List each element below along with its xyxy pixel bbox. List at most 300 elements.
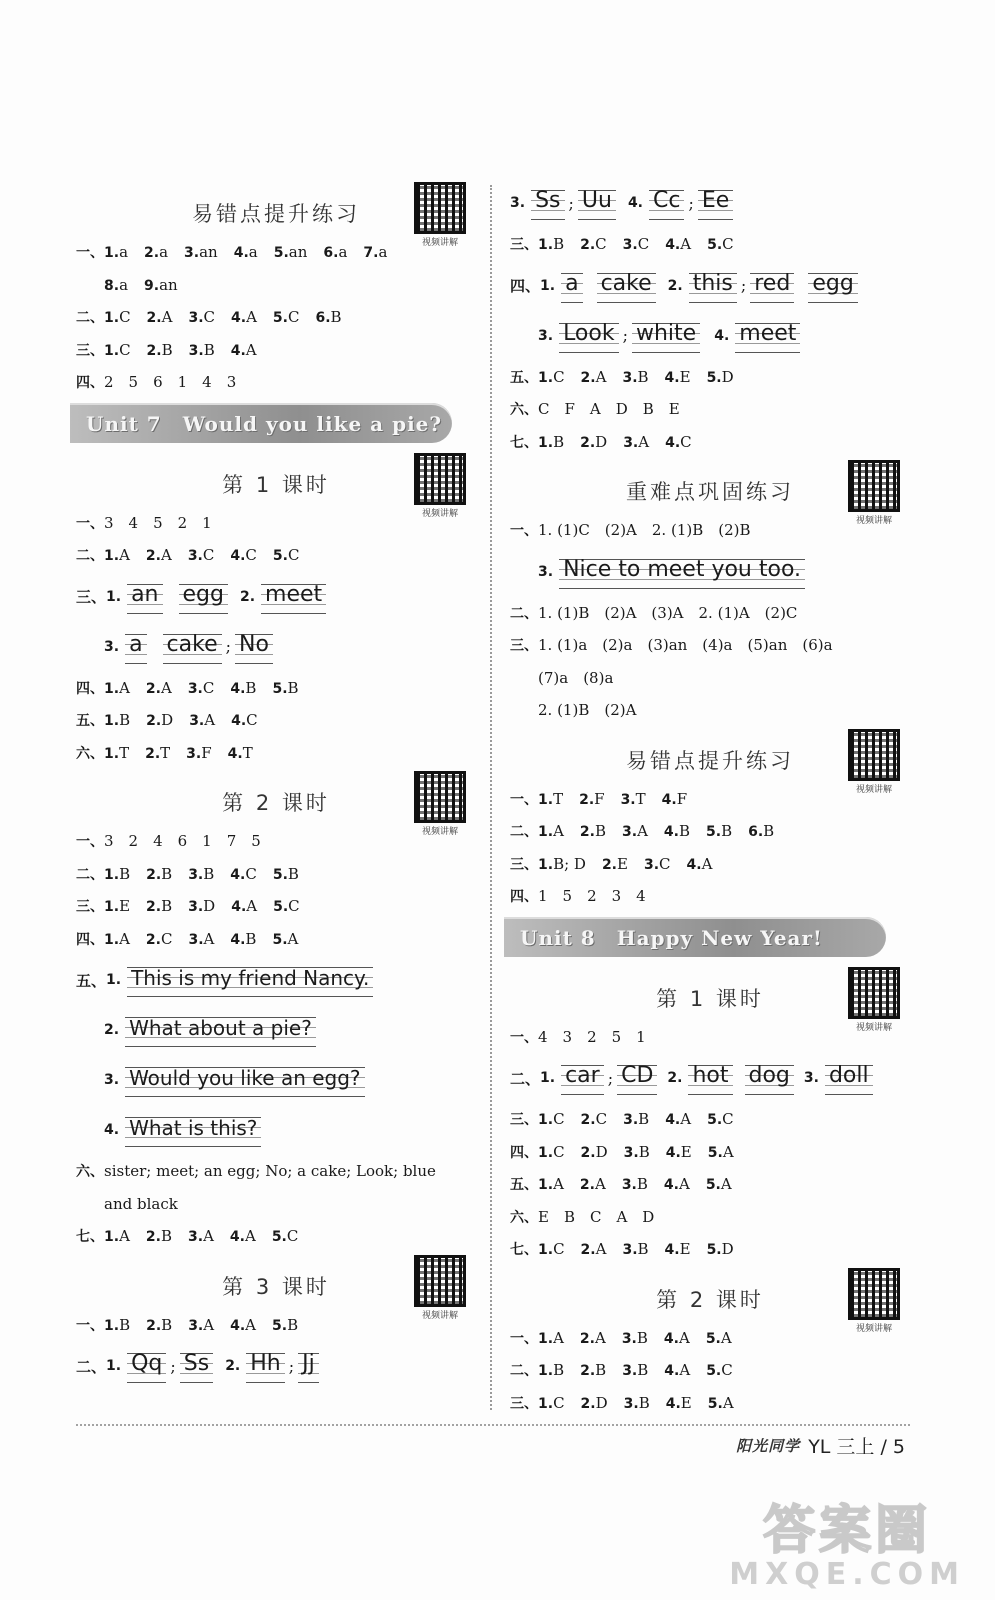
item-number: 3. — [803, 1070, 819, 1086]
item-number: 3. — [623, 434, 639, 451]
item-number: 1. — [104, 245, 120, 261]
qr-caption: 视频讲解 — [855, 784, 892, 795]
handwritten-answer: a — [125, 630, 146, 664]
item-number: 4. — [230, 548, 246, 564]
section-header — [510, 458, 910, 526]
item-number: 5. — [706, 369, 722, 386]
handwritten-answer: Ee — [698, 186, 733, 220]
answer-line — [510, 1201, 910, 1234]
question-header: 一、 — [510, 791, 538, 808]
answer-line — [510, 848, 910, 881]
item-number: 2. — [146, 342, 162, 359]
answer-value: T — [635, 789, 646, 808]
item-number: 2. — [667, 1070, 683, 1086]
answer-line — [510, 361, 910, 394]
item-number: 1. — [538, 237, 554, 253]
item-number: 3. — [621, 1177, 637, 1193]
qr-caption: 视频讲解 — [855, 516, 892, 526]
item-number: 7. — [363, 245, 379, 261]
answer-value: B — [287, 1315, 299, 1334]
answer-value: E — [617, 854, 628, 873]
qr-code[interactable] — [412, 771, 468, 837]
question-header: 一、 — [510, 1330, 538, 1347]
item-number: 5. — [271, 1229, 287, 1245]
qr-code[interactable] — [412, 453, 468, 519]
answer-line — [76, 858, 476, 891]
answer-line — [510, 815, 910, 848]
answer-list — [510, 361, 910, 459]
answer-value: C — [553, 1110, 565, 1128]
section-title: 第 2 课时 — [656, 1287, 764, 1312]
handwritten-answer: No — [235, 630, 273, 664]
item-number: 1. — [538, 824, 554, 840]
handwritten-answer: a — [561, 269, 582, 303]
answer-value: F — [594, 789, 605, 808]
handwritten-answer: Would you like an egg? — [125, 1063, 364, 1097]
item-number: 6. — [748, 824, 764, 840]
item-number: 4. — [686, 856, 702, 873]
item-number: 4. — [665, 1395, 681, 1412]
answer-value: B — [553, 235, 565, 253]
item-number: 1. — [104, 1317, 120, 1334]
answer-value: B — [595, 1361, 607, 1379]
item-number: 3. — [188, 866, 204, 883]
answer-value: A — [246, 308, 257, 326]
handwriting-line — [76, 572, 476, 622]
question-header: 三、 — [76, 899, 104, 915]
answer-line — [510, 1354, 910, 1387]
answer-value: C — [286, 1227, 299, 1245]
answer-value: C — [203, 308, 215, 326]
answer-line — [76, 269, 476, 302]
item-number: 3. — [621, 1330, 637, 1347]
answer-list — [76, 672, 476, 770]
section-header — [76, 1253, 476, 1321]
answer-value: C — [287, 308, 300, 326]
answer-value: B — [245, 678, 257, 697]
item-number: 5. — [707, 1112, 723, 1128]
question-header: 六、 — [76, 1164, 104, 1180]
answer-value: B — [161, 897, 173, 915]
answer-list — [510, 228, 910, 261]
answer-value: E — [679, 1240, 691, 1258]
item-number: 2. — [146, 1317, 162, 1334]
item-number: 2. — [239, 588, 256, 605]
answer-value: A — [160, 546, 172, 564]
item-number: 1. — [538, 1112, 554, 1128]
item-number: 4. — [230, 931, 246, 948]
item-number: 2. — [145, 548, 161, 564]
qr-code[interactable] — [412, 182, 468, 248]
question-header: 七、 — [510, 434, 538, 451]
answer-line — [510, 1168, 910, 1201]
item-number: 1. — [106, 1358, 122, 1374]
item-number: 4. — [665, 1112, 681, 1128]
item-number: 2. — [579, 1330, 595, 1347]
item-number: 4. — [661, 791, 677, 808]
answer-value: C — [119, 308, 131, 326]
answer-value: a — [119, 243, 129, 261]
answer-value: A — [203, 1315, 215, 1334]
answer-value: B — [203, 340, 215, 359]
answer-line — [76, 334, 476, 367]
item-number: 4. — [233, 245, 249, 261]
answer-value: C — [288, 897, 300, 915]
answer-line — [76, 1155, 476, 1188]
answer-value: A — [119, 678, 130, 697]
item-number: 1. — [104, 899, 120, 915]
qr-code-icon — [848, 729, 900, 781]
item-number: 3. — [622, 1363, 638, 1379]
answer-value: B — [330, 308, 342, 326]
separator: ; — [607, 1068, 614, 1088]
answer-line — [510, 597, 910, 630]
item-number: 4. — [230, 680, 246, 697]
question-header: 一、 — [76, 1317, 104, 1334]
answer-value: B — [638, 1142, 650, 1161]
item-number: 4. — [229, 1229, 245, 1245]
item-number: 3. — [622, 1242, 638, 1258]
answer-line — [76, 890, 476, 923]
answer-value: C — [659, 854, 671, 873]
item-number: 2. — [579, 824, 595, 840]
item-number: 5. — [706, 1363, 722, 1379]
question-header: 二、 — [76, 310, 104, 326]
item-number: 1. — [104, 713, 120, 729]
answer-value: B — [638, 1393, 650, 1412]
handwriting-line — [76, 622, 476, 672]
answer-value: B — [636, 1175, 648, 1193]
answer-line — [76, 539, 476, 572]
item-number: 3. — [538, 563, 554, 580]
answer-list — [510, 1103, 910, 1266]
question-header: 二、 — [510, 824, 538, 840]
handwritten-answer: an — [127, 580, 162, 614]
qr-caption: 视频讲解 — [855, 1022, 892, 1033]
unit-banner — [504, 917, 886, 957]
answer-text: 1. (1)a (2)a (3)an (4)a (5)an (6)a — [538, 636, 833, 654]
item-number: 5. — [707, 1144, 723, 1161]
item-number: 4. — [663, 1330, 679, 1347]
question-header: 四、 — [510, 889, 538, 905]
handwritten-answer: cake — [597, 269, 656, 303]
sentence-answers — [76, 955, 476, 1155]
question-header: 七、 — [76, 1229, 104, 1245]
answer-value: A — [245, 340, 257, 359]
question-header: 二、 — [510, 605, 538, 622]
answer-line — [76, 301, 476, 334]
handwritten-answer: Ss — [531, 186, 564, 220]
unit-banner — [70, 403, 452, 443]
question-header: 六、 — [510, 402, 538, 418]
item-number: 1. — [104, 548, 120, 564]
question-header: 五、 — [510, 369, 538, 386]
right-column — [510, 178, 910, 1419]
item-number: 3. — [188, 931, 204, 948]
item-number: 4. — [665, 434, 681, 451]
answer-value: a — [119, 275, 129, 294]
answer-value: T — [160, 743, 171, 762]
item-number: 4. — [627, 195, 643, 211]
handwritten-answer: Ss — [180, 1349, 213, 1383]
item-number: 4. — [664, 1363, 680, 1379]
handwritten-answer: What is this? — [125, 1113, 261, 1147]
item-number: 3. — [184, 245, 200, 261]
answer-value: a — [159, 243, 169, 261]
question-header: 六、 — [76, 745, 104, 762]
item-number: 3. — [104, 638, 120, 655]
answer-text: 3 2 4 6 1 7 5 — [104, 832, 261, 850]
answer-value: C — [722, 235, 734, 253]
question-header: 二、 — [76, 866, 104, 883]
watermark — [729, 1488, 965, 1592]
answer-value: B — [119, 1315, 131, 1334]
handwritten-answer: hot — [688, 1061, 732, 1095]
item-number: 4. — [664, 369, 680, 386]
qr-code-icon — [848, 460, 900, 512]
item-number: 3. — [622, 237, 638, 253]
handwriting-line — [510, 311, 910, 361]
item-number: 2. — [580, 1395, 596, 1412]
item-number: 2. — [146, 310, 162, 326]
qr-caption: 视频讲解 — [421, 238, 458, 248]
answer-value: C — [246, 711, 258, 729]
item-number: 3. — [188, 310, 204, 326]
item-number: 5. — [707, 237, 723, 253]
answer-value: A — [119, 929, 130, 948]
item-number: 2. — [580, 1112, 596, 1128]
answer-value: C — [245, 864, 257, 883]
handwritten-answer: white — [632, 319, 700, 353]
page-number: YL 三上 / 5 — [808, 1436, 905, 1458]
item-number: 3. — [623, 1144, 639, 1161]
question-header: 五、 — [76, 713, 104, 729]
answer-value: C — [680, 432, 692, 451]
answer-value: A — [722, 1142, 734, 1161]
answer-value: F — [201, 743, 212, 762]
item-number: 3. — [643, 856, 660, 873]
qr-caption: 视频讲解 — [421, 827, 458, 837]
answer-value: A — [287, 929, 299, 948]
answer-text: 2 5 6 1 4 3 — [104, 373, 237, 391]
handwritten-answer: meet — [261, 580, 326, 614]
answer-line — [510, 880, 910, 913]
item-number: 2. — [580, 1144, 596, 1161]
answer-list — [76, 1220, 476, 1253]
item-number: 2. — [145, 931, 161, 948]
answer-value: A — [679, 1361, 691, 1379]
answer-value: A — [678, 1328, 690, 1347]
answer-value: D — [595, 1142, 608, 1161]
handwritten-answer: doll — [825, 1061, 873, 1095]
answer-value: B — [636, 1328, 648, 1347]
item-number: 5. — [705, 1177, 721, 1193]
item-number: 2. — [225, 1358, 241, 1374]
separator: ; — [622, 326, 628, 345]
item-number: 1. — [538, 1395, 554, 1412]
answer-value: A — [637, 822, 648, 840]
answer-line — [510, 228, 910, 261]
question-header: 四、 — [76, 931, 104, 948]
question-header: 二、 — [510, 1363, 538, 1379]
handwriting-line — [76, 955, 476, 1005]
answer-value: B — [119, 711, 131, 729]
answer-value: A — [722, 1393, 734, 1412]
qr-code-icon — [848, 967, 900, 1019]
answer-text: sister; meet; an egg; No; a cake; Look; blue — [104, 1162, 436, 1180]
handwriting-line — [76, 1055, 476, 1105]
question-header: 一、 — [76, 245, 104, 261]
item-number: 2. — [104, 1022, 120, 1038]
question-header: 三、 — [76, 342, 104, 359]
handwritten-answer: Hh — [246, 1349, 285, 1383]
answer-value: C — [119, 340, 131, 359]
handwritten-answer: dog — [745, 1061, 794, 1095]
question-header: 六、 — [510, 1209, 538, 1226]
item-number: 2. — [579, 1177, 595, 1193]
item-number: 5. — [272, 680, 288, 697]
qr-caption: 视频讲解 — [855, 1323, 892, 1334]
qr-code[interactable] — [412, 1255, 468, 1321]
item-number: 4. — [665, 1144, 681, 1161]
question-header: 四、 — [510, 1144, 538, 1161]
separator: ; — [740, 276, 747, 295]
question-header: 二、 — [76, 548, 104, 564]
item-number: 5. — [272, 548, 288, 564]
page-footer — [736, 1432, 905, 1459]
item-number: 1. — [104, 342, 120, 359]
answer-value: B — [763, 822, 775, 840]
answer-value: C — [287, 546, 300, 564]
left-column — [76, 180, 476, 1391]
handwritten-answer: Nice to meet you too. — [559, 555, 805, 589]
answer-line — [510, 1233, 910, 1266]
answer-line — [510, 393, 910, 426]
handwriting-line — [76, 1005, 476, 1055]
answer-value: A — [594, 1328, 606, 1347]
answer-value: B — [287, 678, 299, 697]
answer-value: A — [553, 1328, 564, 1347]
answer-value: A — [553, 822, 564, 840]
item-number: 2. — [580, 1242, 596, 1258]
answer-value: E — [680, 1393, 692, 1412]
answer-value: a — [248, 243, 258, 261]
answer-value: B — [161, 1315, 173, 1334]
answer-value: C — [553, 1393, 565, 1412]
qr-caption: 视频讲解 — [421, 1310, 458, 1321]
answer-value: A — [203, 1227, 214, 1245]
item-number: 4. — [230, 342, 246, 359]
item-number: 2. — [145, 1229, 161, 1245]
answer-value: A — [720, 1328, 732, 1347]
answer-value: C — [595, 1110, 608, 1128]
answer-value: a — [378, 243, 388, 261]
answer-value: A — [244, 1227, 256, 1245]
item-number: 4. — [227, 745, 243, 762]
section-title: 第 3 课时 — [222, 1274, 330, 1299]
qr-code[interactable] — [846, 1268, 902, 1334]
watermark-logo: 答案圈 — [763, 1501, 932, 1561]
item-number: 3. — [188, 899, 204, 915]
answer-value: A — [246, 897, 258, 915]
section-title: 第 1 课时 — [656, 986, 764, 1011]
qr-code[interactable] — [846, 729, 902, 795]
item-number: 1. — [540, 277, 556, 294]
answer-text: (7)a (8)a — [538, 668, 614, 687]
answer-value: D — [161, 711, 174, 729]
answer-value: B — [245, 929, 257, 948]
item-number: 5. — [273, 899, 289, 915]
answer-value: C — [721, 1361, 733, 1379]
answer-value: an — [159, 275, 178, 294]
qr-code[interactable] — [846, 967, 902, 1033]
answer-value: C — [202, 678, 215, 697]
answer-value: F — [676, 789, 688, 808]
item-number: 5. — [272, 310, 288, 326]
item-number: 5. — [273, 245, 289, 261]
answer-value: A — [204, 711, 216, 729]
answer-list — [510, 783, 910, 913]
item-number: 3. — [104, 1072, 120, 1088]
item-number: 3. — [188, 342, 204, 359]
question-header: 三、 — [510, 1395, 538, 1412]
item-number: 3. — [188, 1317, 204, 1334]
answer-value: C — [160, 929, 173, 948]
question-header: 一、 — [510, 1029, 538, 1046]
question-header: 一、 — [76, 834, 104, 850]
qr-code-icon — [414, 771, 466, 823]
answer-value: D — [721, 367, 734, 386]
answer-value: B — [594, 822, 606, 840]
answer-text: C F A D B E — [538, 400, 680, 418]
item-number: 2. — [580, 434, 596, 451]
answer-value: C — [553, 367, 565, 386]
answer-value: A — [119, 1227, 130, 1245]
answer-value: B — [721, 822, 733, 840]
brand-logo: 阳光同学 — [736, 1437, 801, 1455]
qr-code[interactable] — [846, 460, 902, 526]
item-number: 6. — [315, 310, 331, 326]
question-header: 四、 — [76, 375, 104, 391]
answer-value: an — [288, 243, 308, 261]
answer-list — [76, 825, 476, 955]
answer-value: a — [338, 243, 348, 261]
item-number: 3. — [186, 745, 202, 762]
section-header — [76, 180, 476, 248]
answer-line — [510, 426, 910, 459]
answer-value: C — [202, 546, 215, 564]
question-header: 五、 — [76, 971, 107, 990]
item-number: 1. — [106, 972, 122, 988]
separator: ; — [288, 1356, 295, 1376]
question-header: 四、 — [510, 277, 541, 295]
answer-value: E — [680, 1142, 692, 1161]
question-header: 二、 — [76, 1357, 107, 1376]
question-header: 四、 — [76, 680, 104, 697]
qr-code-icon — [414, 453, 466, 505]
answer-text: E B C A D — [538, 1207, 655, 1226]
answer-line — [510, 1387, 910, 1420]
handwritten-answer: this — [689, 269, 737, 303]
item-number: 3. — [510, 195, 526, 211]
handwritten-answer: egg — [179, 580, 228, 614]
separator: ; — [568, 193, 574, 213]
item-number: 1. — [104, 680, 120, 697]
answer-value: C — [553, 1142, 565, 1161]
answer-line — [510, 662, 910, 695]
answer-value: A — [638, 432, 650, 451]
handwritten-answer: What about a pie? — [125, 1013, 316, 1047]
